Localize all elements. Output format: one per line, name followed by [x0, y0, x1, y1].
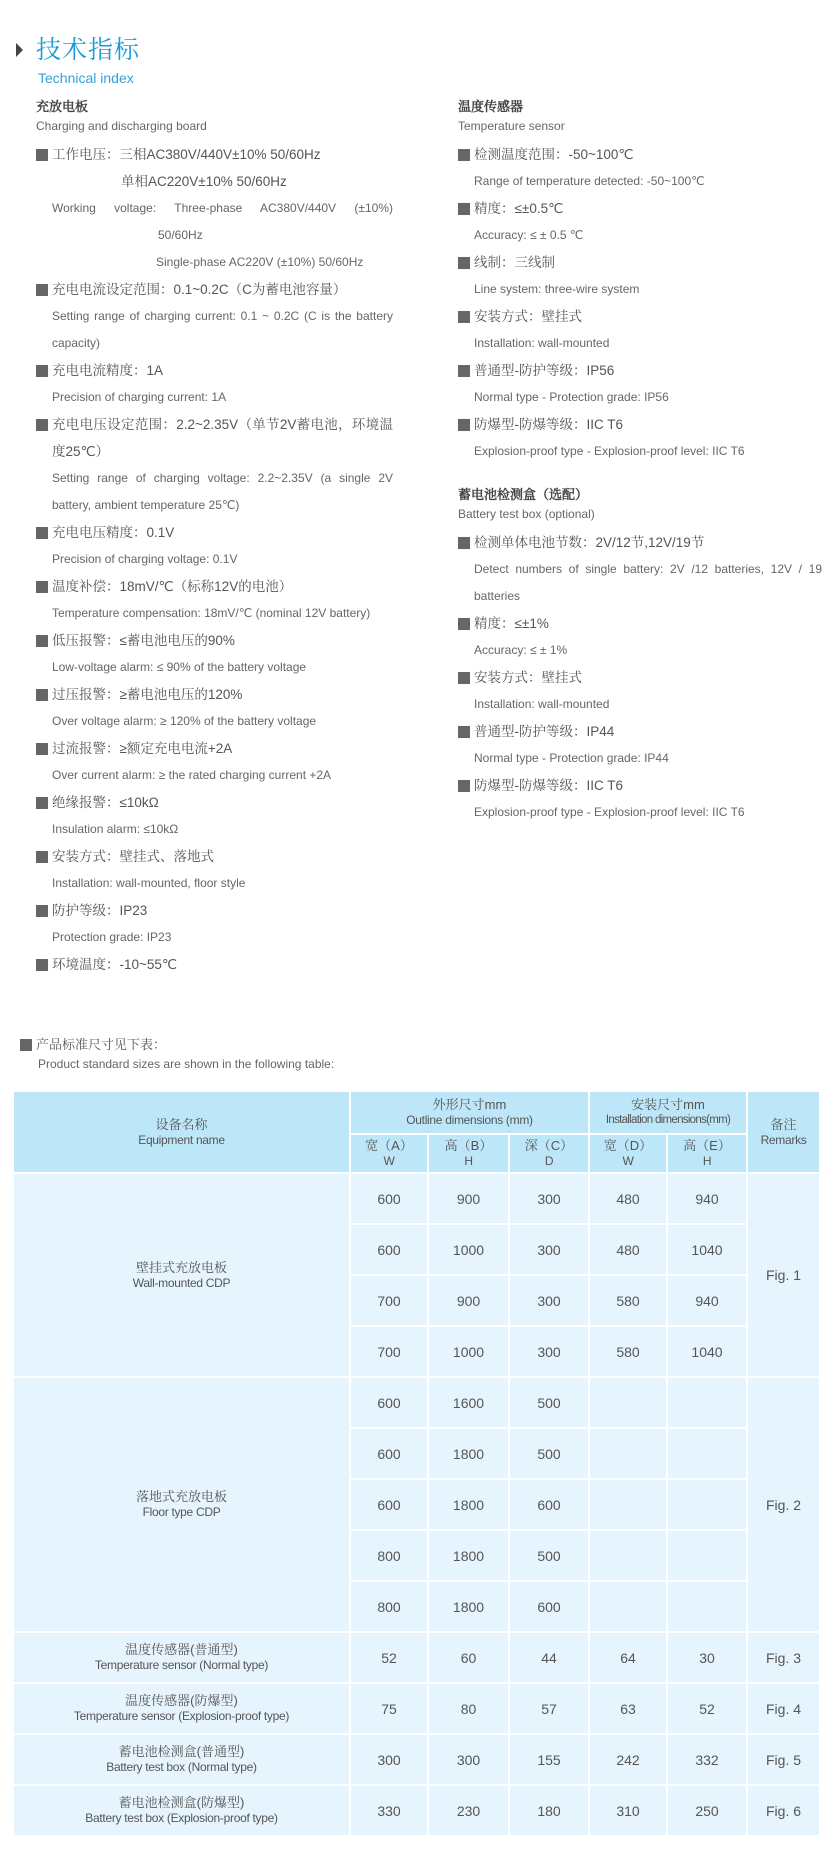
- spec-en: Normal type - Protection grade: IP56: [474, 390, 669, 404]
- dimension-cell: 1800: [428, 1479, 509, 1530]
- spec-item: [36, 897, 393, 924]
- equipment-name-cell: 蓄电池检测盒(普通型) Battery test box (Normal type): [13, 1734, 350, 1785]
- dimension-cell: [667, 1581, 747, 1632]
- spec-cn: 安装方式：壁挂式: [474, 670, 582, 685]
- spec-en: Low-voltage alarm: ≤ 90% of the battery voltage: [52, 660, 307, 674]
- table-row: [13, 1632, 820, 1683]
- table-row: [13, 1683, 820, 1734]
- dimension-cell: 580: [589, 1326, 667, 1377]
- battery-box-section: [458, 485, 822, 826]
- dimension-cell: 44: [509, 1632, 589, 1683]
- spec-cn: 环境温度：-10~55℃: [52, 957, 178, 972]
- remark-cell: Fig. 5: [747, 1734, 820, 1785]
- spec-item: [36, 735, 393, 762]
- equipment-name-cell: 温度传感器(普通型) Temperature sensor (Normal type): [13, 1632, 350, 1683]
- spec-item: [458, 664, 822, 691]
- spec-cn: 过流报警：≥额定充电电流+2A: [52, 741, 233, 756]
- dimension-cell: [589, 1479, 667, 1530]
- bullet-square-icon: [36, 797, 48, 809]
- bullet-square-icon: [36, 635, 48, 647]
- equipment-name-cell: 壁挂式充放电板 Wall-mounted CDP: [13, 1173, 350, 1377]
- header-remarks: 备注 Remarks: [747, 1091, 820, 1173]
- spec-cn: 充电电压精度：0.1V: [52, 525, 175, 540]
- spec-cn: 普通型-防护等级：IP44: [474, 724, 615, 739]
- spec-cn: 线制：三线制: [474, 255, 555, 270]
- spec-en: Protection grade: IP23: [52, 930, 172, 944]
- spec-en: Setting range of charging voltage: 2.2~2.35V (a single 2V battery, ambient temperature 25℃): [52, 471, 393, 512]
- size-table: [12, 1090, 821, 1837]
- dimension-cell: 500: [509, 1377, 589, 1428]
- spec-cn: 绝缘报警：≤10kΩ: [52, 795, 159, 810]
- dimension-cell: 500: [509, 1428, 589, 1479]
- spec-en: Precision of charging current: 1A: [52, 390, 227, 404]
- spec-item: [458, 529, 822, 556]
- spec-en: Line system: three-wire system: [474, 282, 640, 296]
- dimension-cell: 300: [509, 1173, 589, 1224]
- spec-cn: 检测温度范围：-50~100℃: [474, 147, 634, 162]
- dimension-cell: 300: [509, 1224, 589, 1275]
- spec-en: Working voltage: Three-phase AC380V/440V (±10%): [52, 201, 393, 215]
- spec-en: Over current alarm: ≥ the rated charging current +2A: [52, 768, 332, 782]
- dimension-cell: [667, 1428, 747, 1479]
- dimension-cell: 300: [509, 1275, 589, 1326]
- dimension-cell: 1800: [428, 1428, 509, 1479]
- dimension-cell: 600: [350, 1377, 428, 1428]
- bullet-square-icon: [36, 743, 48, 755]
- spec-item: [36, 627, 393, 654]
- dimension-cell: 600: [509, 1581, 589, 1632]
- section-subtitle: Temperature sensor: [458, 119, 565, 133]
- spec-cn: 过压报警：≥蓄电池电压的120%: [52, 687, 243, 702]
- spec-cn: 安装方式：壁挂式: [474, 309, 582, 324]
- bullet-square-icon: [36, 419, 48, 431]
- header-equipment-name: 设备名称 Equipment name: [13, 1091, 350, 1173]
- spec-en: Over voltage alarm: ≥ 120% of the battery voltage: [52, 714, 317, 728]
- bullet-square-icon: [458, 537, 470, 549]
- spec-item: [458, 195, 822, 222]
- spec-item: [36, 276, 393, 303]
- dimension-cell: 480: [589, 1224, 667, 1275]
- dimension-cell: 600: [350, 1428, 428, 1479]
- spec-en: Accuracy: ≤ ± 0.5 ℃: [474, 228, 584, 242]
- dimension-cell: 330: [350, 1785, 428, 1836]
- charging-board-section: [36, 97, 393, 978]
- dimension-cell: [589, 1428, 667, 1479]
- dimension-cell: 700: [350, 1326, 428, 1377]
- equipment-name-cell: 温度传感器(防爆型) Temperature sensor (Explosion-proof type): [13, 1683, 350, 1734]
- dimension-cell: 63: [589, 1683, 667, 1734]
- dimension-cell: [589, 1530, 667, 1581]
- dimension-cell: 700: [350, 1275, 428, 1326]
- spec-item: [458, 303, 822, 330]
- spec-en: Accuracy: ≤ ± 1%: [474, 643, 568, 657]
- spec-cn: 精度：≤±0.5℃: [474, 201, 564, 216]
- table-row: [13, 1734, 820, 1785]
- spec-en: Setting range of charging current: 0.1 ~ 0.2C (C is the battery capacity): [52, 309, 393, 350]
- table-row: [13, 1173, 820, 1224]
- header-outline-dimensions: 外形尺寸mm Outline dimensions (mm): [350, 1091, 589, 1134]
- section-title: 温度传感器: [458, 99, 524, 114]
- note-cn: 产品标准尺寸见下表：: [36, 1037, 167, 1052]
- dimension-cell: 800: [350, 1581, 428, 1632]
- dimension-cell: 52: [667, 1683, 747, 1734]
- spec-cn: 检测单体电池节数：2V/12节,12V/19节: [474, 535, 705, 550]
- dimension-cell: 600: [350, 1224, 428, 1275]
- dimension-cell: [589, 1377, 667, 1428]
- bullet-square-icon: [36, 581, 48, 593]
- header-sub-column: 宽（D） W: [589, 1134, 667, 1173]
- dimension-cell: 300: [509, 1326, 589, 1377]
- bullet-square-icon: [458, 365, 470, 377]
- spec-item: [36, 681, 393, 708]
- dimension-cell: 230: [428, 1785, 509, 1836]
- dimension-cell: 80: [428, 1683, 509, 1734]
- dimension-cell: [667, 1377, 747, 1428]
- equipment-name-cell: 落地式充放电板 Floor type CDP: [13, 1377, 350, 1632]
- spec-en: Range of temperature detected: -50~100℃: [474, 174, 705, 188]
- spec-en: Insulation alarm: ≤10kΩ: [52, 822, 179, 836]
- spec-line: 单相AC220V±10% 50/60Hz: [121, 174, 287, 189]
- bullet-square-icon: [458, 203, 470, 215]
- spec-en: Precision of charging voltage: 0.1V: [52, 552, 238, 566]
- spec-item: [458, 610, 822, 637]
- spec-en: Explosion-proof type - Explosion-proof level: IIC T6: [474, 444, 745, 458]
- bullet-square-icon: [458, 419, 470, 431]
- spec-cn: 防爆型-防爆等级：IIC T6: [474, 778, 624, 793]
- header-sub-column: 宽（A） W: [350, 1134, 428, 1173]
- bullet-square-icon: [36, 527, 48, 539]
- bullet-square-icon: [36, 851, 48, 863]
- spec-en: Temperature compensation: 18mV/℃ (nominal 12V battery): [52, 606, 371, 620]
- spec-en: Detect numbers of single battery: 2V /12 batteries, 12V / 19 batteries: [474, 562, 822, 603]
- dimension-cell: 155: [509, 1734, 589, 1785]
- spec-en: Installation: wall-mounted: [474, 336, 610, 350]
- dimension-cell: 64: [589, 1632, 667, 1683]
- dimension-cell: 1000: [428, 1224, 509, 1275]
- header-installation-dimensions: 安装尺寸mm Installation dimensions(mm): [589, 1091, 747, 1134]
- spec-en: 50/60Hz: [158, 228, 203, 242]
- dimension-cell: 1000: [428, 1326, 509, 1377]
- table-note: [20, 1035, 334, 1073]
- page-title: 技术指标: [36, 36, 141, 64]
- spec-cn: 温度补偿：18mV/℃（标称12V的电池）: [52, 579, 293, 594]
- bullet-square-icon: [36, 284, 48, 296]
- header-sub-column: 高（E） H: [667, 1134, 747, 1173]
- bullet-square-icon: [20, 1039, 32, 1051]
- spec-en: Explosion-proof type - Explosion-proof level: IIC T6: [474, 805, 745, 819]
- bullet-square-icon: [36, 959, 48, 971]
- section-subtitle: Battery test box (optional): [458, 507, 595, 521]
- spec-en: Single-phase AC220V (±10%) 50/60Hz: [156, 255, 364, 269]
- dimension-cell: 580: [589, 1275, 667, 1326]
- spec-cn: 防爆型-防爆等级：IIC T6: [474, 417, 624, 432]
- remark-cell: Fig. 3: [747, 1632, 820, 1683]
- page-subtitle: Technical index: [38, 70, 134, 86]
- spec-line: [36, 141, 393, 168]
- remark-cell: Fig. 1: [747, 1173, 820, 1377]
- dimension-cell: 500: [509, 1530, 589, 1581]
- spec-cn: 工作电压：三相AC380V/440V±10% 50/60Hz: [52, 147, 321, 162]
- spec-cn: 防护等级：IP23: [52, 903, 148, 918]
- dimension-cell: 940: [667, 1173, 747, 1224]
- spec-item: [36, 789, 393, 816]
- dimension-cell: 30: [667, 1632, 747, 1683]
- dimension-cell: 1040: [667, 1224, 747, 1275]
- dimension-cell: 300: [350, 1734, 428, 1785]
- bullet-square-icon: [458, 672, 470, 684]
- bullet-square-icon: [458, 780, 470, 792]
- dimension-cell: 900: [428, 1275, 509, 1326]
- spec-cn: 精度：≤±1%: [474, 616, 549, 631]
- dimension-cell: [589, 1581, 667, 1632]
- dimension-cell: 800: [350, 1530, 428, 1581]
- table-row: [13, 1377, 820, 1428]
- dimension-cell: 242: [589, 1734, 667, 1785]
- dimension-cell: 600: [509, 1479, 589, 1530]
- sensor-section: [458, 97, 822, 826]
- section-subtitle: Charging and discharging board: [36, 119, 207, 133]
- dimension-cell: 300: [428, 1734, 509, 1785]
- section-arrow-icon: [16, 43, 23, 57]
- spec-item: [458, 411, 822, 438]
- spec-cn: 充电电流精度：1A: [52, 363, 164, 378]
- spec-item: [458, 141, 822, 168]
- spec-item: [36, 519, 393, 546]
- spec-item: [36, 573, 393, 600]
- dimension-cell: 600: [350, 1173, 428, 1224]
- dimension-cell: 60: [428, 1632, 509, 1683]
- dimension-cell: 1600: [428, 1377, 509, 1428]
- spec-item: [458, 249, 822, 276]
- bullet-square-icon: [458, 257, 470, 269]
- dimension-cell: 52: [350, 1632, 428, 1683]
- spec-en: Installation: wall-mounted, floor style: [52, 876, 246, 890]
- spec-item: [458, 357, 822, 384]
- bullet-square-icon: [458, 618, 470, 630]
- remark-cell: Fig. 2: [747, 1377, 820, 1632]
- spec-cn: 普通型-防护等级：IP56: [474, 363, 615, 378]
- spec-item: [36, 357, 393, 384]
- header-sub-column: 深（C） D: [509, 1134, 589, 1173]
- section-title: 蓄电池检测盒（选配）: [458, 487, 589, 502]
- spec-item: [36, 951, 393, 978]
- dimension-cell: 57: [509, 1683, 589, 1734]
- dimension-cell: 75: [350, 1683, 428, 1734]
- table-row: [13, 1785, 820, 1836]
- spec-cn: 充电电流设定范围：0.1~0.2C（C为蓄电池容量）: [52, 282, 347, 297]
- bullet-square-icon: [458, 149, 470, 161]
- dimension-cell: 310: [589, 1785, 667, 1836]
- spec-item: [458, 718, 822, 745]
- dimension-cell: 332: [667, 1734, 747, 1785]
- bullet-square-icon: [36, 905, 48, 917]
- bullet-square-icon: [458, 726, 470, 738]
- dimension-cell: [667, 1479, 747, 1530]
- dimension-cell: 900: [428, 1173, 509, 1224]
- dimension-cell: 250: [667, 1785, 747, 1836]
- spec-cn: 低压报警：≤蓄电池电压的90%: [52, 633, 235, 648]
- dimension-cell: 600: [350, 1479, 428, 1530]
- dimension-cell: 1040: [667, 1326, 747, 1377]
- dimension-cell: 180: [509, 1785, 589, 1836]
- dimension-cell: 1800: [428, 1530, 509, 1581]
- spec-item: [36, 411, 393, 465]
- spec-en: Normal type - Protection grade: IP44: [474, 751, 669, 765]
- bullet-square-icon: [458, 311, 470, 323]
- note-en: Product standard sizes are shown in the following table:: [38, 1057, 335, 1071]
- bullet-square-icon: [36, 365, 48, 377]
- header-sub-column: 高（B） H: [428, 1134, 509, 1173]
- equipment-name-cell: 蓄电池检测盒(防爆型) Battery test box (Explosion-proof type): [13, 1785, 350, 1836]
- spec-item: [458, 772, 822, 799]
- spec-cn: 充电电压设定范围：2.2~2.35V（单节2V蓄电池，环境温度25℃）: [52, 417, 393, 459]
- dimension-cell: 940: [667, 1275, 747, 1326]
- remark-cell: Fig. 6: [747, 1785, 820, 1836]
- section-title: 充放电板: [36, 99, 89, 114]
- spec-cn: 安装方式：壁挂式、落地式: [52, 849, 214, 864]
- spec-item: [36, 843, 393, 870]
- dimension-cell: 480: [589, 1173, 667, 1224]
- bullet-square-icon: [36, 689, 48, 701]
- dimension-cell: [667, 1530, 747, 1581]
- bullet-square-icon: [36, 149, 48, 161]
- remark-cell: Fig. 4: [747, 1683, 820, 1734]
- dimension-cell: 1800: [428, 1581, 509, 1632]
- spec-en: Installation: wall-mounted: [474, 697, 610, 711]
